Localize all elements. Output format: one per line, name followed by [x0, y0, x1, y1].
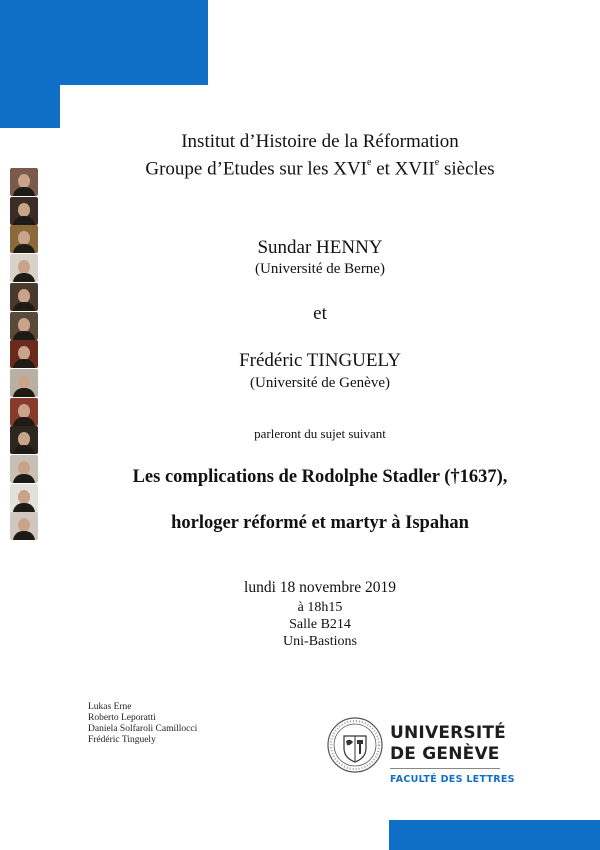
event-room: Salle B214 — [289, 617, 351, 632]
speaker-2-name: Frédéric TINGUELY — [239, 350, 401, 371]
speaker-1-name: Sundar HENNY — [257, 237, 383, 258]
speaker-2-affiliation: (Université de Genève) — [250, 375, 390, 391]
institute-header — [40, 130, 600, 180]
conjunction: et — [313, 303, 327, 324]
intro-text: parleront du sujet suivant — [254, 426, 386, 441]
portrait-thumbnail — [10, 283, 38, 311]
organizer-name: Roberto Leporatti — [88, 713, 156, 723]
portrait-thumbnail — [10, 426, 38, 454]
logo-divider — [390, 768, 500, 769]
top-blue-block-step — [0, 85, 60, 128]
portrait-thumbnail — [10, 254, 38, 282]
bottom-blue-bar — [389, 820, 600, 850]
talk-title-line-2: horloger réformé et martyr à Ispahan — [171, 513, 469, 533]
event-time: à 18h15 — [297, 600, 343, 615]
talk-title-line-1: Les complications de Rodolphe Stadler (†1637), — [132, 467, 508, 487]
organizer-list — [88, 702, 197, 746]
speaker-1-affiliation: (Université de Berne) — [255, 261, 385, 277]
portrait-thumbnail — [10, 168, 38, 196]
logo-faculty: FACULTÉ DES LETTRES — [390, 774, 515, 785]
portrait-thumbnail — [10, 225, 38, 253]
organizer-name: Lukas Erne — [88, 702, 132, 712]
logo-line-2: DE GENÈVE — [390, 744, 500, 764]
portrait-thumbnail — [10, 512, 38, 540]
event-date: lundi 18 novembre 2019 — [244, 579, 396, 596]
institute-name: Institut d’Histoire de la Réformation — [181, 131, 459, 152]
research-group: Groupe d’Etudes sur les XVIe et XVIIe siècles — [145, 157, 495, 180]
portrait-thumbnail — [10, 197, 38, 225]
portrait-thumbnail — [10, 312, 38, 340]
portrait-thumbnail — [10, 369, 38, 397]
university-logo — [390, 723, 515, 785]
organizer-name: Frédéric Tinguely — [88, 735, 156, 745]
portrait-thumbnail — [10, 455, 38, 483]
portrait-thumbnail — [10, 484, 38, 512]
university-geneva-seal-icon — [326, 716, 384, 779]
logo-line-1: UNIVERSITÉ — [390, 723, 506, 743]
organizer-name: Daniela Solfaroli Camillocci — [88, 724, 198, 734]
top-blue-block — [0, 0, 208, 85]
portrait-thumbnail — [10, 398, 38, 426]
event-building: Uni-Bastions — [283, 634, 357, 649]
portrait-thumbnail — [10, 340, 38, 368]
